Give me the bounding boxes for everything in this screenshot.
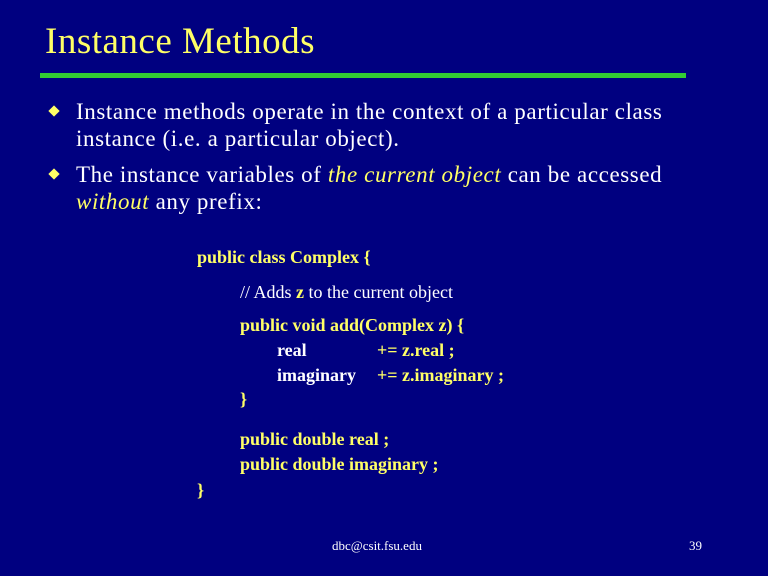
diamond-bullet-icon [48, 105, 59, 116]
code-line [277, 339, 455, 361]
comment-suffix: to the current object [304, 282, 453, 302]
bullet-text-part: can be accessed [501, 162, 663, 187]
emphasis-text: without [76, 189, 150, 214]
diamond-bullet-icon [48, 168, 59, 179]
code-line: public class Complex { [197, 247, 371, 267]
title-divider [40, 73, 686, 78]
code-expression: += z.imaginary ; [377, 365, 504, 385]
comment-variable: z [296, 282, 305, 302]
bullet-text: Instance methods operate in the context of a particular class instance (i.e. a particular object). [76, 99, 663, 151]
code-line: } [240, 389, 248, 409]
bullet-item [46, 98, 726, 152]
code-variable: imaginary [277, 365, 356, 385]
code-line [277, 364, 504, 386]
code-expression: += z.real ; [377, 340, 455, 360]
code-line: public double imaginary ; [240, 454, 439, 474]
bullet-item [46, 161, 726, 215]
code-line: public void add(Complex z) { [240, 315, 465, 335]
slide-title: Instance Methods [45, 21, 316, 62]
bullet-text-part: The instance variables of [76, 162, 328, 187]
page-number: 39 [689, 538, 702, 553]
code-line: } [197, 480, 205, 500]
code-variable: real [277, 340, 307, 360]
code-comment [240, 282, 453, 303]
footer-email: dbc@csit.fsu.edu [332, 538, 422, 553]
bullet-text-part: any prefix: [149, 189, 263, 214]
emphasis-text: the current object [327, 162, 502, 187]
bullet-list [46, 98, 726, 224]
comment-prefix: // Adds [240, 282, 297, 302]
code-line: public double real ; [240, 429, 390, 449]
